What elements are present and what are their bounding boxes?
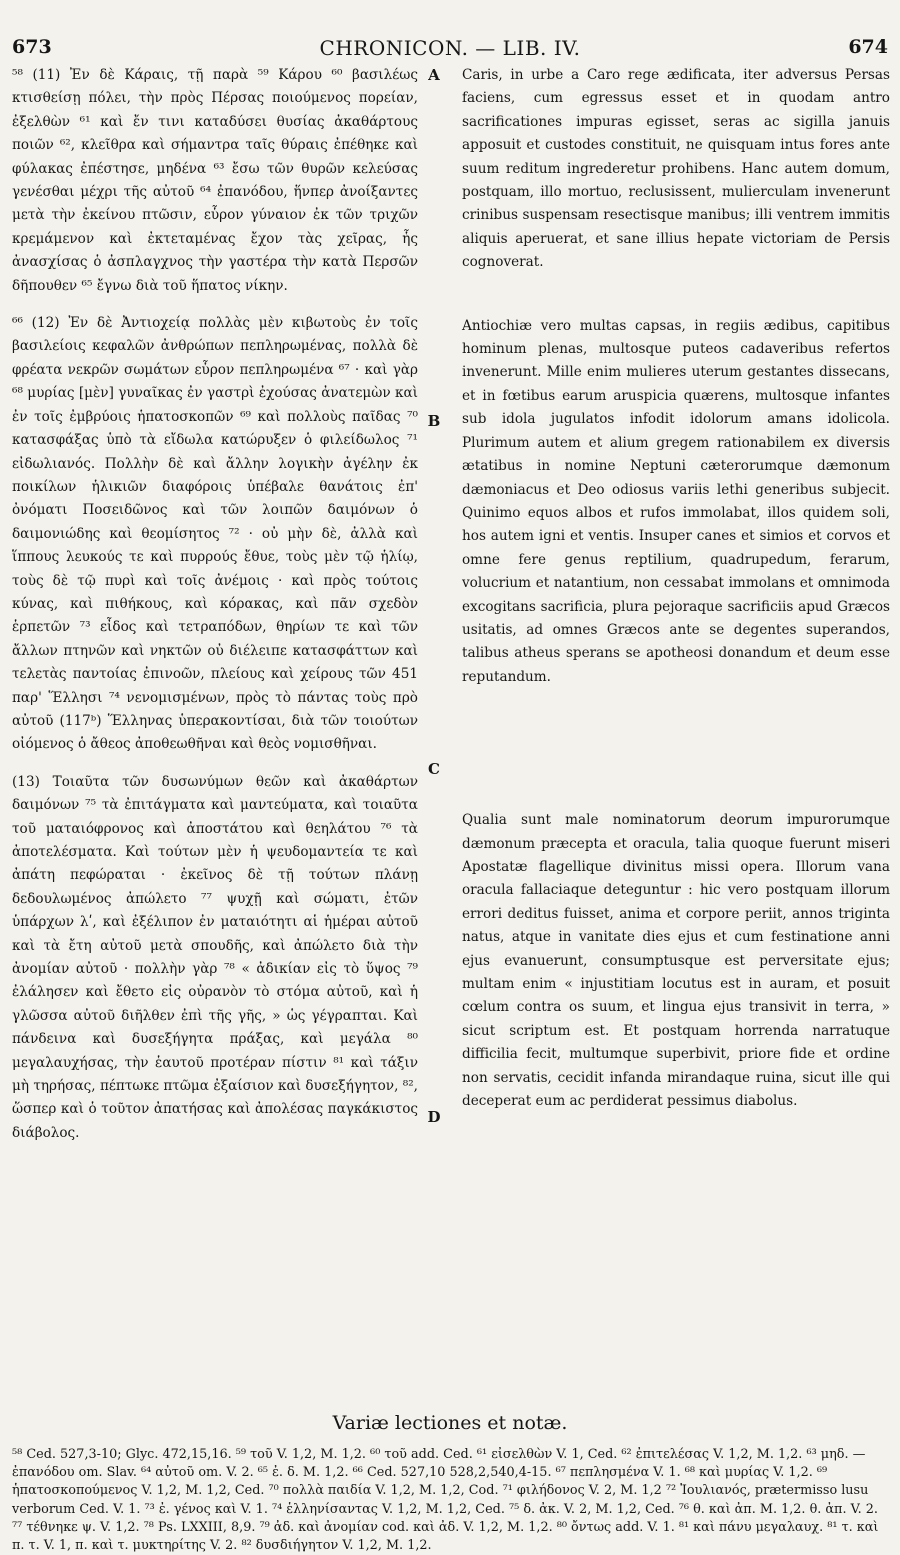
greek-paragraph: ⁶⁶ (12) Ἐν δὲ Ἀντιοχείᾳ πολλὰς μὲν κιβωτοὺς ἐν τοῖς βασιλείοις κεφαλῶν ἀνθρώπων πεπληρωμένας, πολλὰ δὲ φρέατα νεκρῶν σωμάτων εὗρον πεπληρωμένα ⁶⁷ · καὶ γὰρ ⁶⁸ μυρίας [μὲν] γυναῖκας ἐν γαστρὶ ἐχούσας ἀνατεμὼν καὶ ἐν τοῖς ἐμβρύοις ἡπατοσκοπῶν ⁶⁹ καὶ πολλοὺς παῖδας ⁷⁰ κατασφάξας ὑπὸ τὰ εἴδωλα κατώρυξεν ὁ φιλείδωλος ⁷¹ εἰδωλιανός. Πολλὴν δὲ καὶ ἄλλην λογικὴν ἀγέλην ἐκ ποικίλων ἡλικιῶν διαφόροις ὑπέβαλε θανάτοις ἐπ' ὀνόματι Ποσειδῶνος καὶ τῶν λοιπῶν δαιμόνων ὁ δαιμονιώδης καὶ θεομίσητος ⁷² · οὐ μὴν δὲ, ἀλλὰ καὶ ἵππους λευκούς τε καὶ πυρρούς ἔθυε, τοὺς μὲν τῷ ἡλίῳ, τοὺς δὲ τῷ πυρὶ καὶ τοῖς ἀνέμοις · καὶ πρὸς τούτοις κύνας, καὶ πιθήκους, καὶ κόρακας, καὶ πᾶν σχεδὸν ἑρπετῶν ⁷³ εἶδος καὶ τετραπόδων, θηρίων τε καὶ τῶν ἄλλων πτηνῶν καὶ νηκτῶν οὐ διέλειπε κατασφάττων καὶ τελετὰς παντοίας ἐπινοῶν, πλείους καὶ χείρους τῶν 451 παρ' Ἕλλησι ⁷⁴ νενομισμένων, πρὸς τὸ πάντας τοὺς πρὸ αὐτοῦ (117ᵇ) Ἕλληνας ὑπερακοντίσαι, διὰ τῶν τοιούτων οἰόμενος ὁ ἄθεος ἀποθεωθῆναι καὶ θεὸς νομισθῆναι. (12, 315, 418, 753)
latin-column (462, 64, 890, 1113)
margin-marker-a: A (428, 66, 440, 84)
running-header (12, 36, 888, 60)
running-title: CHRONICON. — LIB. IV. (319, 36, 581, 60)
latin-paragraph: Antiochiæ vero multas capsas, in regiis ædibus, capitibus hominum plenas, multosque puteos cadaveribus refertos invenerunt. Mille enim mulieres uterum gestantes dissecans, et in fœtibus earum aruspicia quærens, multosque infantes sub idola jugulatos infodit idolorum amans idolicola. Plurimum autem et alium gregem rationabilem ex diversis ætatibus in nomine Neptuni cæterorumque dæmonum dæmoniacus et Deo odiosus variis lethi generibus subjecit. Quinimo equos albos et rufos immolabat, illos quidem soli, hos autem igni et ventis. Insuper canes et simios et corvos et omne fere genus reptilium, quadrupedum, ferarum, volucrium et natantium, non cessabat immolans et omnimoda excogitans sacrificia, plura pejoraque sacrificiis apud Græcos usitatis, ad omnes Græcos ante se degentes superandos, talibus atheus sperans se apotheosi donandum et deum esse reputandum. (462, 317, 890, 685)
latin-paragraph: Qualia sunt male nominatorum deorum impurorumque dæmonum præcepta et oracula, talia quoque fuerunt miseri Apostatæ flagellique divinitus missi opera. Illorum vana oracula fallaciaque deteguntur : hic vero postquam illorum errori deditus fuisset, anima et corpore periit, annos triginta natus, atque in vanitate dies ejus et cum festinatione anni ejus evanuerunt, consumptusque est perversitate ejus; multam enim « injustitiam locutus est in auram, et posuit cœlum contra os suum, et lingua ejus transivit in terra, » sicut scriptum est. Et postquam horrenda narratuque difficilia fecit, multumque superbivit, priore fide et ordine non servatis, cecidit infanda mirandaque ruina, sicut ille qui deceperat eum ac perdiderat pessimus diabolus. (462, 812, 890, 1110)
page-number-right: 674 (848, 36, 888, 58)
page-number-left: 673 (12, 36, 52, 58)
greek-column (12, 64, 418, 1145)
notes-text: ⁵⁸ Ced. 527,3-10; Glyc. 472,15,16. ⁵⁹ τοῦ V. 1,2, M. 1,2. ⁶⁰ τοῦ add. Ced. ⁶¹ εἰσελθὼν V. 1, Ced. ⁶² ἐπιτελέσας V. 1,2, M. 1,2. ⁶³ μηδ. — ἐπανόδου om. Slav. ⁶⁴ αὐτοῦ om. V. 2. ⁶⁵ ἐ. δ. M. 1,2. ⁶⁶ Ced. 527,10 528,2,540,4-15. ⁶⁷ πεπλησμένα V. 1. ⁶⁸ καὶ μυρίας V. 1,2. ⁶⁹ ἡπατοσκοπούμενος V. 1,2, M. 1,2, Ced. ⁷⁰ πολλὰ παιδία V. 1,2, M. 1,2, Cod. ⁷¹ φιλήδονος V. 2, M. 1,2 ⁷² Ἰουλιανός, prætermisso lusu verborum Ced. V. 1. ⁷³ ἐ. γένος καὶ V. 1. ⁷⁴ ἑλληνίσαντας V. 1,2, M. 1,2, Ced. ⁷⁵ δ. ἀκ. V. 2, M. 1,2, Ced. ⁷⁶ θ. καὶ ἀπ. M. 1,2. θ. ἀπ. V. 2. ⁷⁷ τέθνηκε ψ. V. 1,2. ⁷⁸ Ps. LXXIII, 8,9. ⁷⁹ ἀδ. καὶ ἀνομίαν cod. καὶ ἀδ. V. 1,2, M. 1,2. ⁸⁰ ὄντως add. V. 1. ⁸¹ καὶ πάνυ μεγαλαυχ. ⁸¹ τ. καὶ π. τ. V. 1, π. καὶ τ. μυκτηρίτης V. 2. ⁸² δυσδιήγητον V. 1,2, M. 1,2. (12, 1447, 879, 1554)
greek-paragraph: ⁵⁸ (11) Ἐν δὲ Κάραις, τῇ παρὰ ⁵⁹ Κάρου ⁶⁰ βασιλέως κτισθείσῃ πόλει, τὴν πρὸς Πέρσας ποιούμενος πορείαν, ἐξελθὼν ⁶¹ καὶ ἔν τινι καταδύσει θυσίας ἀκαθάρτους ποιῶν ⁶², κλεῖθρα καὶ σήμαντρα ταῖς θύραις ἐπέθηκε καὶ φύλακας ἐπέστησε, μηδένα ⁶³ ἔσω τῶν θυρῶν κελεύσας γενέσθαι μέχρι τῆς αὐτοῦ ⁶⁴ ἐπανόδου, ἥνπερ ἀνοίξαντες μετὰ τὴν ἐκείνου πτῶσιν, εὗρον γύναιον ἐκ τῶν τριχῶν κρεμάμενον καὶ ἐκτεταμένας ἔχον τὰς χεῖρας, ἧς ἀνασχίσας ὁ ἀσπλαγχνος τὴν γαστέρα τὴν κατὰ Περσῶν δῆπουθεν ⁶⁵ ἔγνω διὰ τοῦ ἥπατος νίκην. (12, 67, 418, 294)
latin-paragraph: Caris, in urbe a Caro rege ædificata, iter adversus Persas faciens, cum egressus esset et in quodam antro sacrificationes impuras egisset, seras ac sigilla januis apposuit et custodes constituit, ne quisquam intus fores ante suum reditum ingrederetur prohibens. Hanc autem domum, postquam, illo mortuo, reclusissent, mulierculam invenerunt crinibus suspensam resectisque manibus; illi ventrem immitis aliquis aperuerat, et sane illius hepate victoriam de Persis cognoverat. (462, 67, 890, 271)
greek-paragraph: (13) Τοιαῦτα τῶν δυσωνύμων θεῶν καὶ ἀκαθάρτων δαιμόνων ⁷⁵ τὰ ἐπιτάγματα καὶ μαντεύματα, καὶ τοιαῦτα τοῦ ματαιόφρονος καὶ ἀποστάτου καὶ θεηλάτου ⁷⁶ τὰ ἀποτελέσματα. Καὶ τούτων μὲν ἡ ψευδομαντεία τε καὶ ἀπάτη πεφώραται · ἐκεῖνος δὲ τῇ τούτων πλάνῃ δεδουλωμένος ἀπώλετο ⁷⁷ ψυχῇ καὶ σώματι, ἐτῶν ὑπάρχων λʹ, καὶ ἐξέλιπον ἐν ματαιότητι αἱ ἡμέραι αὐτοῦ καὶ τὰ ἔτη αὐτοῦ μετὰ σπουδῆς, καὶ ἀπώλετο διὰ τὴν ἀνομίαν αὐτοῦ · πολλὴν γὰρ ⁷⁸ « ἀδικίαν εἰς τὸ ὕψος ⁷⁹ ἐλάλησεν καὶ ἔθετο εἰς οὐρανὸν τὸ στόμα αὐτοῦ, καὶ ἡ γλῶσσα αὐτοῦ διῆλθεν ἐπὶ τῆς γῆς, » ὡς γέγραπται. Καὶ πάνδεινα καὶ δυσεξήγητα πράξας, καὶ μεγάλα ⁸⁰ μεγαλαυχήσας, τὴν ἑαυτοῦ προτέραν πίστιν ⁸¹ καὶ τάξιν μὴ τηρήσας, πέπτωκε πτῶμα ἐξαίσιον καὶ δυσεξήγητον, ⁸², ὥσπερ καὶ ὁ τοῦτον ἀπατήσας καὶ ἀπολέσας παγκάκιστος διάβολος. (12, 773, 418, 1141)
notes-block (12, 1446, 888, 1555)
margin-marker-d: D (427, 1108, 441, 1126)
margin-marker-b: B (427, 412, 441, 430)
margin-marker-c: C (428, 760, 440, 778)
notes-title: Variæ lectiones et notæ. (332, 1412, 568, 1434)
